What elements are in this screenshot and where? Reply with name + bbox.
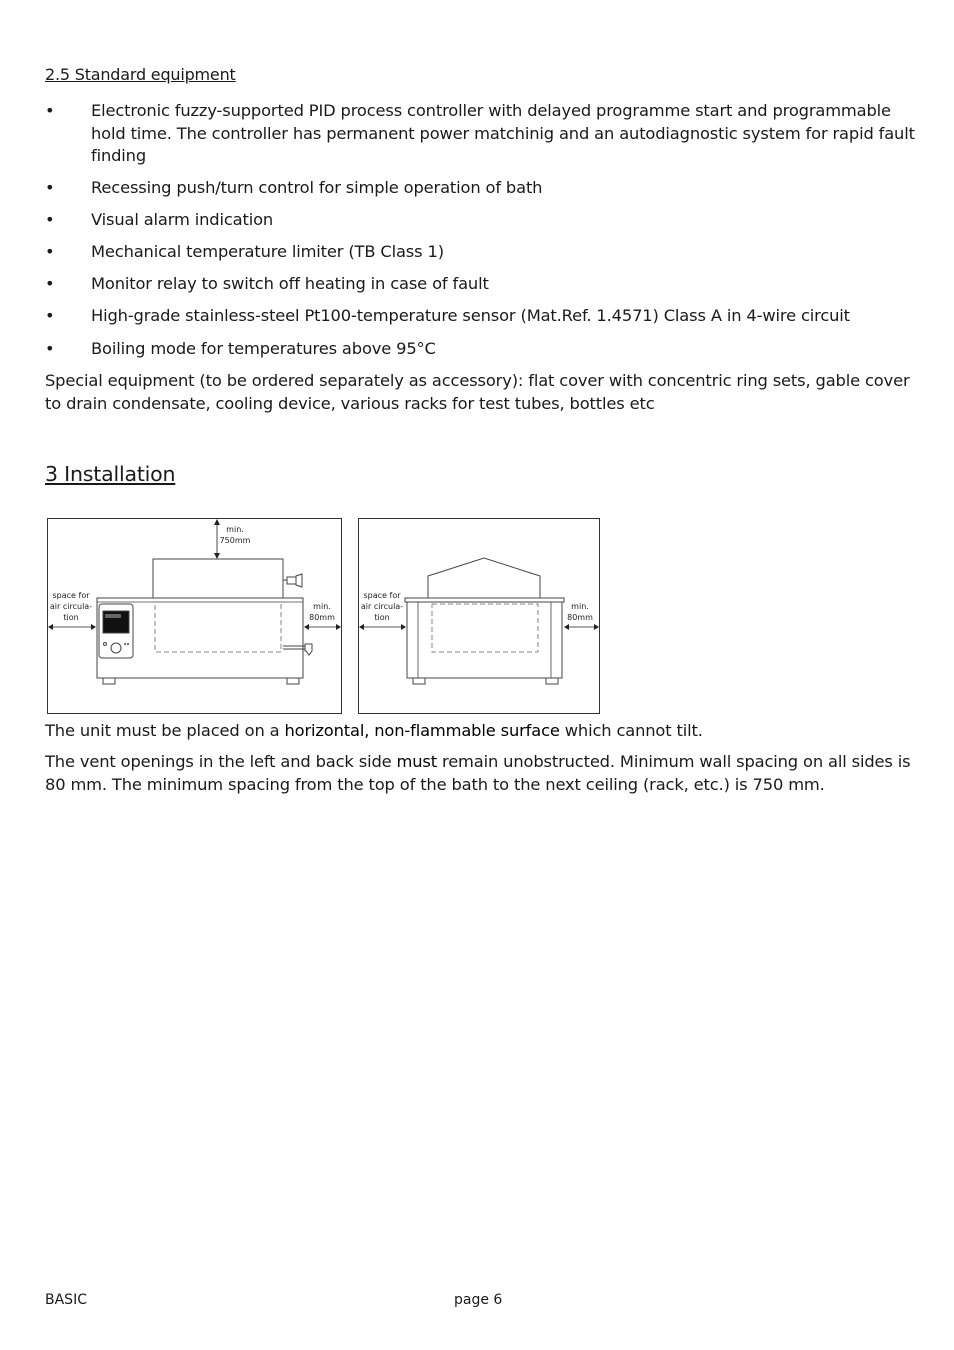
vents-text-end: remain unobstructed. Minimum wall spacing on all sides is 80 mm. The minimum spacing from the top of the bath to the next ceiling (rack, etc.) is 750 mm. [45,752,911,794]
side-left-label-1: space for [363,591,401,600]
list-item [45,338,915,361]
placement-text-start: The unit must be placed on a [45,721,285,740]
side-left-label-3: tion [374,613,390,622]
front-left-label-2: air circula- [49,602,93,611]
bullet-icon: • [45,274,55,294]
section-heading: 2.5 Standard equipment [45,65,236,84]
footer-document-name: BASIC [45,1292,87,1308]
list-item-text: Visual alarm indication [91,210,274,230]
list-item [45,100,915,168]
side-right-label-2: 80mm [567,613,593,622]
bullet-icon: • [45,242,55,262]
front-left-label-3: tion [63,613,79,622]
placement-paragraph [45,720,915,743]
list-item [45,305,915,328]
front-top-label-1: min. [226,525,244,534]
front-right-label-1: min. [313,602,331,611]
list-item [45,177,915,200]
side-left-label-2: air circula- [360,602,404,611]
vents-paragraph [45,751,915,796]
placement-text-end: which cannot tilt. [559,721,703,740]
list-item-text: Electronic fuzzy-supported PID process controller with delayed programme start and programmable hold time. The controller has permanent power matchinig and an autodiagnostic system for rapid fault finding [91,101,915,165]
list-item-text: Recessing push/turn control for simple operation of bath [91,178,543,198]
bullet-icon: • [45,178,55,198]
front-top-label-2: 750mm [219,536,251,545]
side-right-label-1: min. [571,602,589,611]
special-equipment-paragraph: Special equipment (to be ordered separately as accessory): flat cover with concentric ring sets, gable cover to drain condensate, cooling device, various racks for test tubes, bottles etc [45,371,910,413]
front-right-label-2: 80mm [309,613,335,622]
list-item [45,241,915,264]
list-item-text: Monitor relay to switch off heating in case of fault [91,274,489,294]
vents-emphasis: must [396,752,437,771]
bullet-icon: • [45,101,55,120]
list-item-text: Mechanical temperature limiter (TB Class 1) [91,242,444,262]
equipment-list [45,100,915,370]
list-item-text: High-grade stainless-steel Pt100-temperature sensor (Mat.Ref. 1.4571) Class A in 4-wire circuit [91,306,850,326]
vents-text-start: The vent openings in the left and back side [45,752,397,771]
front-view-diagram [47,518,343,715]
bullet-icon: • [45,338,55,358]
front-left-label-1: space for [52,591,90,600]
side-view-diagram [358,518,601,715]
bullet-icon: • [45,306,55,326]
list-item [45,273,915,296]
placement-emphasis: horizontal, non-flammable surface [284,721,560,740]
list-item [45,209,915,232]
installation-heading: 3 Installation [45,462,176,486]
list-item-text: Boiling mode for temperatures above 95°C [91,338,436,358]
footer-page-number: page 6 [454,1292,503,1308]
bullet-icon: • [45,210,55,230]
